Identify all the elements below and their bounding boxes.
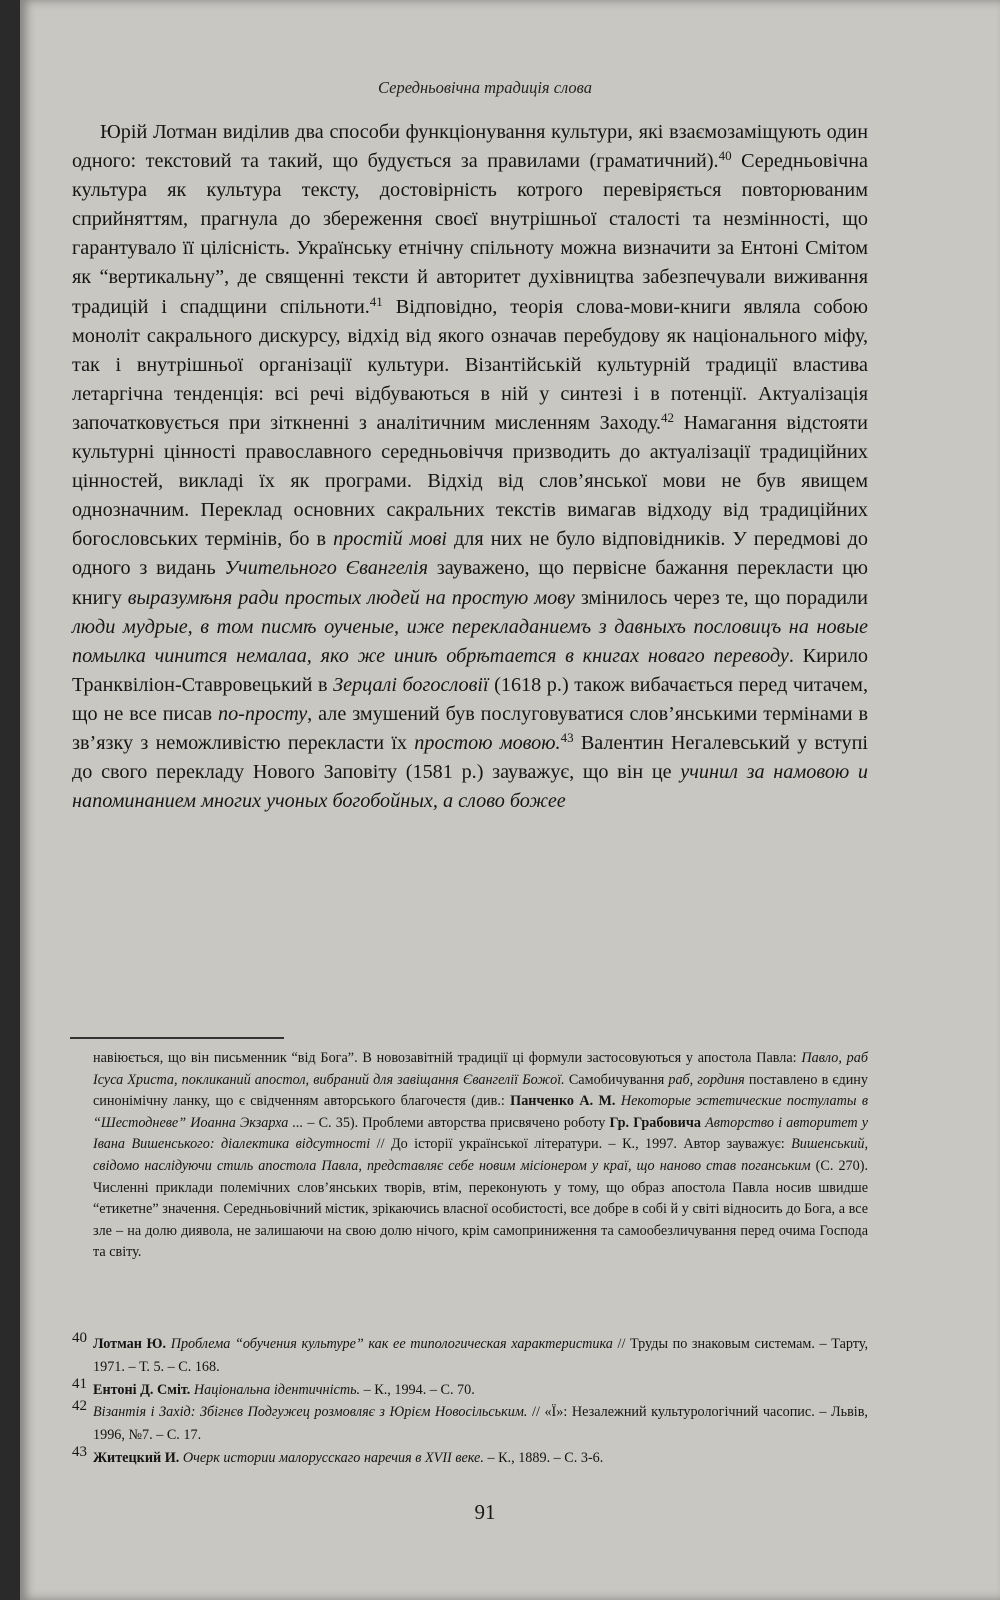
footnote-ref-43[interactable]: 43 (560, 729, 574, 745)
main-paragraph (72, 118, 868, 816)
book-page (20, 0, 1000, 1600)
footnote-number: 41 (72, 1375, 87, 1392)
footnote-italic: раб, гординя (668, 1071, 745, 1088)
footnote-source: // Труды по знаковым системам. – Тарту, 1971. – Т. 5. – С. 168. (93, 1336, 869, 1375)
footnote-author: Панченко А. М. (510, 1093, 616, 1110)
footnote-italic: Некоторые эстетические постулаты в “Шестодневе” Иоанна Экзарха ... (93, 1093, 869, 1131)
footnote-author: Житецкий И. (93, 1449, 180, 1466)
body-text-segment: , але змушений був послуговуватися слов’янськими термінами в зв’язку з неможливістю перекласти їх (72, 702, 868, 754)
footnote-ref-41[interactable]: 41 (369, 293, 383, 309)
body-text-segment: (1618 р.) також вибачається перед читачем, що не все писав (72, 673, 868, 725)
italic-quote: люди мудрые, в том писмѣ оученые, иже перекладаниемъ з давныхъ пословицъ на новые помылка чинится немалаа, яко же иниѣ обрѣтается в книгах новаго переводу (72, 615, 868, 667)
footnote-text: // До історії української літератури. – К., 1997. Автор зауважує: (370, 1136, 792, 1153)
footnotes-list (72, 1330, 869, 1470)
footnote-separator (70, 1037, 284, 1039)
footnote-source: // «Ї»: Незалежний культурологічний часопис. – Львів, 1996, №7. – С. 17. (93, 1404, 868, 1444)
footnote-title: Національна ідентичність. (193, 1381, 361, 1398)
footnote-author: Ентоні Д. Сміт. (93, 1381, 191, 1398)
body-text-segment: зауважено, що первісне бажання перекласти цю книгу (72, 557, 868, 609)
footnote-ref-42[interactable]: 42 (660, 409, 674, 425)
footnote-42 (72, 1398, 868, 1447)
page-number: 91 (474, 1500, 496, 1524)
body-text-segment: Відповідно, теорія слова-мови-книги являла собою моноліт сакрального дискурсу, відхід від якого означав перебудову як національного міфу, так і внутрішньої організації культури. Візантійській культурній традиції властива летаргічна тенденція: всі речі відбуваються в ній у синтезі і в потенції. Актуалізація започатковується при зіткненні з аналітичним мисленням Заходу. (72, 295, 868, 434)
body-text-segment: для них не було відповідників. У передмові до одного з видань (72, 528, 869, 580)
body-text-segment: Юрій Лотман виділив два способи функціонування культури, які взаємозаміщують один одного: текстовий та такий, що будується за правилами (граматичний). (72, 121, 868, 173)
footnote-40 (72, 1330, 869, 1379)
italic-phrase: простій мові (333, 528, 448, 551)
body-text-segment: Валентин Негалевський у вступі до свого перекладу Нового Заповіту (1581 р.) зауважує, що він це (72, 731, 868, 784)
running-header: Середньовічна традиція слова (378, 78, 592, 97)
footnote-41 (72, 1375, 868, 1402)
body-text-segment: змінилось через те, що порадили (574, 586, 868, 609)
footnote-number: 43 (72, 1443, 87, 1460)
footnote-number: 42 (72, 1398, 87, 1415)
italic-phrase: Учительного Євангелія (224, 557, 428, 580)
footnote-text: – С. 35). Проблеми авторства присвячено роботу (303, 1114, 610, 1131)
footnote-source: – К., 1889. – С. 3-6. (483, 1449, 604, 1466)
footnote-author: Гр. Грабовича (609, 1114, 701, 1131)
italic-phrase: простою мовою. (414, 731, 561, 754)
footnote-continuation (93, 1048, 868, 1264)
italic-phrase: по-просту (217, 702, 308, 725)
footnote-text: поставлено в єдину синонімічну ланку, що є свідченням авторського благочестя (див.: (93, 1071, 868, 1110)
footnote-text: (С. 270). Численні приклади полемічних слов’янських творів, втім, переконують у тому, що образ апостола Павла носив швидше “етикетне” значення. Середньовічний містик, зрікаючись власної особистості, все добре в собі й у світі відносить до Бога, а все зле – на долю диявола, не залишаючи на свою долю нічого, крім самоприниження та самообезличування перед очима Господа та світу. (93, 1157, 868, 1261)
footnote-italic: Павло, раб Ісуса Христа, покликаний апостол, вибраний для завіщання Євангелії Божої. (93, 1050, 868, 1088)
footnote-title: Очерк истории малорусскаго наречия в XVII веке. (182, 1449, 484, 1466)
italic-quote: учинил за намовою и напоминанием многих учоных богобойных, а слово божее (72, 761, 868, 813)
footnote-source: – К., 1994. – С. 70. (360, 1381, 475, 1398)
footnote-author: Лотман Ю. (93, 1336, 167, 1352)
footnote-number: 40 (72, 1330, 87, 1346)
italic-quote: выразумѣня ради простых людей на простую мову (127, 586, 575, 609)
body-text-segment: Намагання відстояти культурні цінності православного середньовіччя призводить до актуалізації традиційних цінностей, викладі їх як програми. Відхід від слов’янської мови не був явищем однозначним. Переклад основних сакральних текстів вимагав відходу від традиційних богословських термінів, бо в (72, 411, 868, 551)
body-text-segment: Середньовічна культура як культура тексту, достовірність котрого перевіряється повторюваним сприйняттям, прагнула до збереження своєї внутрішньої сталості та незмінності, що гарантувало її цілісність. Українську етнічну спільноту можна визначити за Ентоні Смітом як “вертикальну”, де священні тексти й авторитет духівництва забезпечували виживання традицій і спадщини спільноти. (72, 150, 868, 318)
italic-phrase: Зерцалі богословії (333, 673, 489, 696)
footnote-italic: Авторство і авторитет у Івана Вишенського: діалектика відсутності (93, 1114, 869, 1153)
footnote-text: навіюється, що він письменник “від Бога”. В новозавітній традиції ці формули застосовуються у апостола Павла: (93, 1050, 802, 1066)
footnote-ref-40[interactable]: 40 (718, 148, 732, 164)
body-text-segment: . Кирило Транквіліон-Ставровецький в (72, 644, 868, 696)
footnote-text: Самобичування (564, 1071, 669, 1088)
footnote-43 (72, 1443, 868, 1470)
footnote-title: Проблема “обучения культуре” как ее типологическая характеристика (170, 1336, 613, 1352)
footnote-italic: Вишенський, свідомо наслідуючи стиль апостола Павла, представляє себе новим місіонером у краї, що наново став поганським (93, 1136, 868, 1174)
footnote-title: Візантія і Захід: Збігнєв Подгужец розмовляє з Юрієм Новосільським. (93, 1404, 528, 1421)
